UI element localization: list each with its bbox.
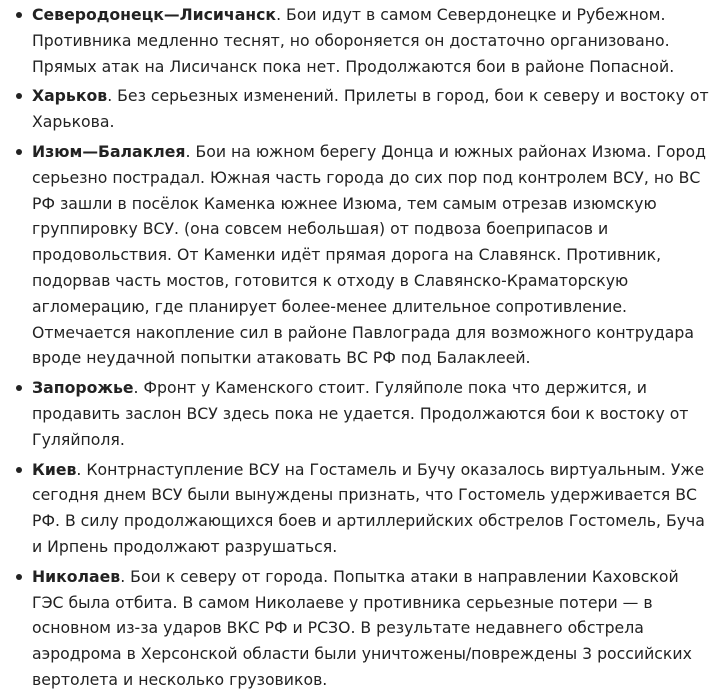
item-text: . Бои на южном берегу Донца и южных районах Изюма. Город серьезно пострадал. Южная часть города до сих пор под контролем ВСУ, но ВС РФ зашли в посёлок Каменка южнее Изюма, тем самым отрезав изюмскую группировку ВСУ. (она совсем небольшая) от подвоза боеприпасов и продовольствия. От Каменки идёт прямая дорога на Славянск. Противник, подорвав часть мостов, готовится к отходу в Славянско-Краматорскую агломерацию, где планирует более-менее длительное сопротивление. Отмечается накопление сил в районе Павлограда для возможного контрудара вроде неудачной попытки атаковать ВС РФ под Балаклеей. <box>32 141 706 368</box>
bullet-icon <box>16 467 22 473</box>
bullet-icon <box>16 385 22 391</box>
bullet-icon <box>16 149 22 155</box>
place-name: Киев <box>32 459 77 479</box>
item-text: . Бои идут в самом Севердонецке и Рубежном. Противника медленно теснят, но обороняется он достаточно организовано. Прямых атак на Лисичанск пока нет. Продолжаются бои в районе Попасной. <box>32 5 675 76</box>
item-text: . Контрнаступление ВСУ на Гостамель и Бучу оказалось виртуальным. Уже сегодня днем ВСУ были вынуждены признать, что Гостомель удерживается ВС РФ. В силу продолжающихся боев и артиллерийских обстрелов Гостомель, Буча и Ирпень продолжают разрушаться. <box>32 459 705 556</box>
list-item-zaporozhye <box>8 375 709 452</box>
bullet-icon <box>16 574 22 580</box>
item-text: . Фронт у Каменского стоит. Гуляйполе пока что держится, и продавить заслон ВСУ здесь пока не удается. Продолжаются бои к востоку от Гуляйполя. <box>32 378 689 449</box>
item-text: . Без серьезных изменений. Прилеты в город, бои к северу и востоку от Харькова. <box>32 86 709 132</box>
list-item-severodonetsk <box>8 2 709 79</box>
list-item-kharkov <box>8 83 709 135</box>
list-item-izyum <box>8 139 709 371</box>
place-name: Харьков <box>32 86 108 106</box>
item-text: . Бои к северу от города. Попытка атаки в направлении Каховской ГЭС была отбита. В самом Николаеве у противника серьезные потери — в основном из-за ударов ВКС РФ и РСЗО. В результате недавнего обстрела аэродрома в Херсонской области были уничтожены/повреждены 3 российских вертолета и несколько грузовиков. <box>32 566 692 689</box>
place-name: Запорожье <box>32 378 134 398</box>
front-report-list <box>8 2 709 693</box>
list-item-nikolaev <box>8 564 709 693</box>
list-item-kiev <box>8 457 709 560</box>
bullet-icon <box>16 93 22 99</box>
bullet-icon <box>16 12 22 18</box>
place-name: Изюм—Балаклея <box>32 141 186 161</box>
place-name: Северодонецк—Лисичанск <box>32 5 277 24</box>
place-name: Николаев <box>32 566 121 586</box>
